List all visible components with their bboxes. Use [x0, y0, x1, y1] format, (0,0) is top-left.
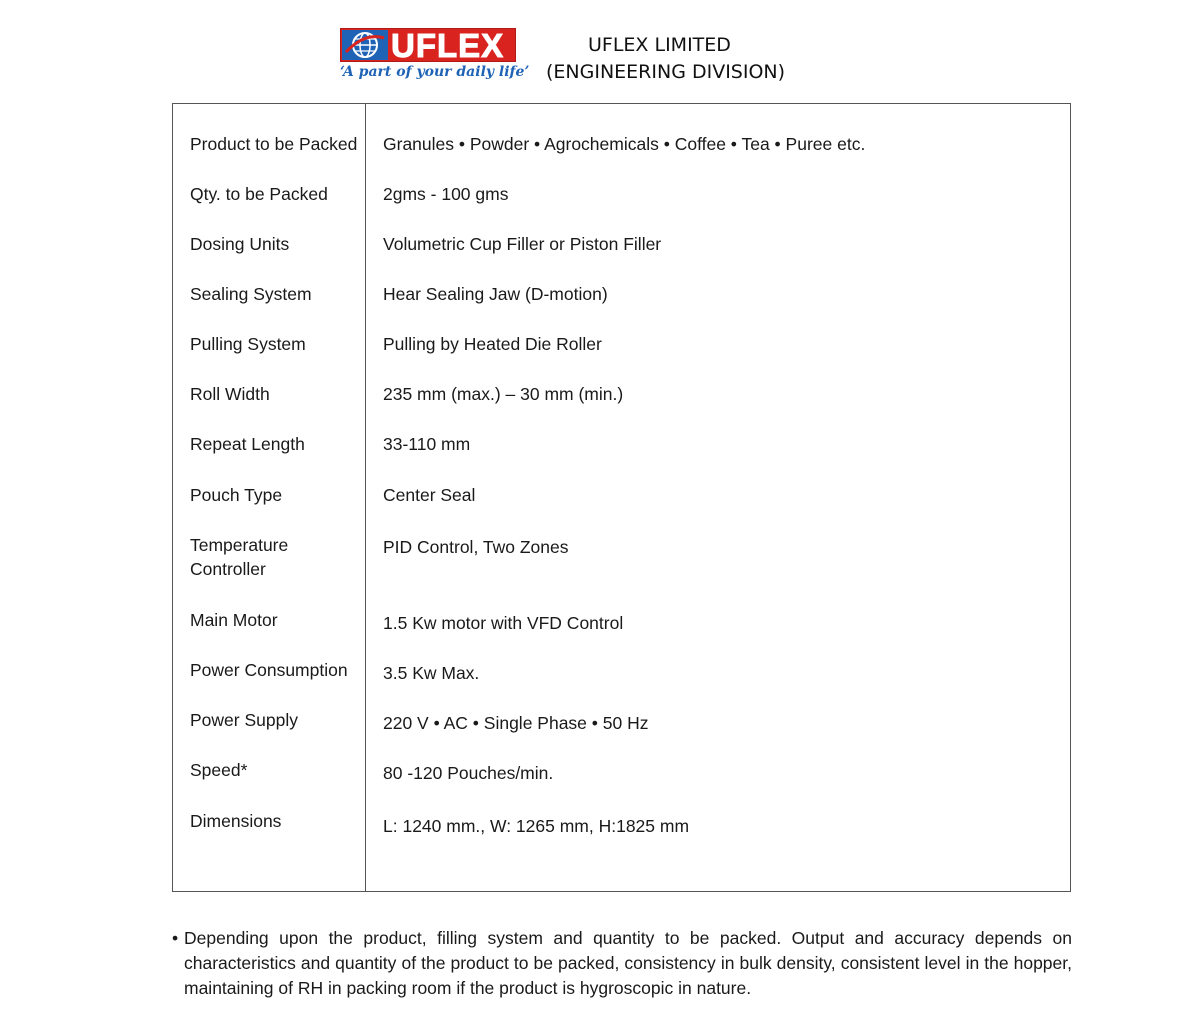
spec-value: 1.5 Kw motor with VFD Control [383, 613, 624, 633]
tagline: ‘A part of your daily life’ [340, 64, 530, 80]
logo-wordmark: UFLEX [391, 27, 505, 64]
uflex-logo [340, 27, 530, 84]
spec-value: 220 V • AC • Single Phase • 50 Hz [383, 713, 649, 733]
spec-label: Power Supply [190, 710, 298, 730]
spec-value: L: 1240 mm., W: 1265 mm, H:1825 mm [383, 816, 690, 836]
bullet-icon: • [172, 928, 179, 948]
spec-label: Main Motor [190, 610, 278, 630]
spec-label: Sealing System [190, 284, 312, 304]
spec-value: 3.5 Kw Max. [383, 663, 480, 683]
spec-value: Hear Sealing Jaw (D-motion) [383, 284, 608, 304]
logo-banner [340, 28, 516, 62]
spec-label: Product to be Packed [190, 134, 358, 154]
column-divider [365, 104, 366, 891]
footnote-text: Depending upon the product, filling system and quantity to be packed. Output and accuracy depends on characteristics and quantity of the product to be packed, consistency in bulk density, consistent level in the hopper, maintaining of RH in packing room if the product is hygroscopic in nature. [184, 928, 1072, 998]
spec-table [172, 103, 1071, 892]
company-heading [546, 32, 816, 86]
spec-label: Pulling System [190, 334, 306, 354]
spec-label: Temperature Controller [190, 535, 289, 579]
spec-label: Dimensions [190, 811, 282, 831]
spec-value: 235 mm (max.) – 30 mm (min.) [383, 384, 624, 404]
spec-value: Volumetric Cup Filler or Piston Filler [383, 234, 662, 254]
spec-label: Roll Width [190, 384, 270, 404]
spec-value: Pulling by Heated Die Roller [383, 334, 602, 354]
spec-label: Repeat Length [190, 434, 305, 454]
globe-icon [342, 30, 388, 60]
spec-value: PID Control, Two Zones [383, 537, 569, 557]
spec-value: Granules • Powder • Agrochemicals • Coffee • Tea • Puree etc. [383, 134, 866, 154]
footnote [172, 926, 1072, 1001]
spec-value: 33-110 mm [383, 434, 471, 454]
spec-value: Center Seal [383, 485, 476, 505]
spec-label: Power Consumption [190, 660, 348, 680]
spec-value: 80 -120 Pouches/min. [383, 763, 554, 783]
spec-label: Dosing Units [190, 234, 290, 254]
spec-label: Pouch Type [190, 485, 283, 505]
company-name: UFLEX LIMITED [588, 34, 731, 56]
spec-label: Speed* [190, 760, 248, 780]
company-division: (ENGINEERING DIVISION) [546, 61, 786, 83]
spec-label: Qty. to be Packed [190, 184, 328, 204]
spec-value: 2gms - 100 gms [383, 184, 509, 204]
